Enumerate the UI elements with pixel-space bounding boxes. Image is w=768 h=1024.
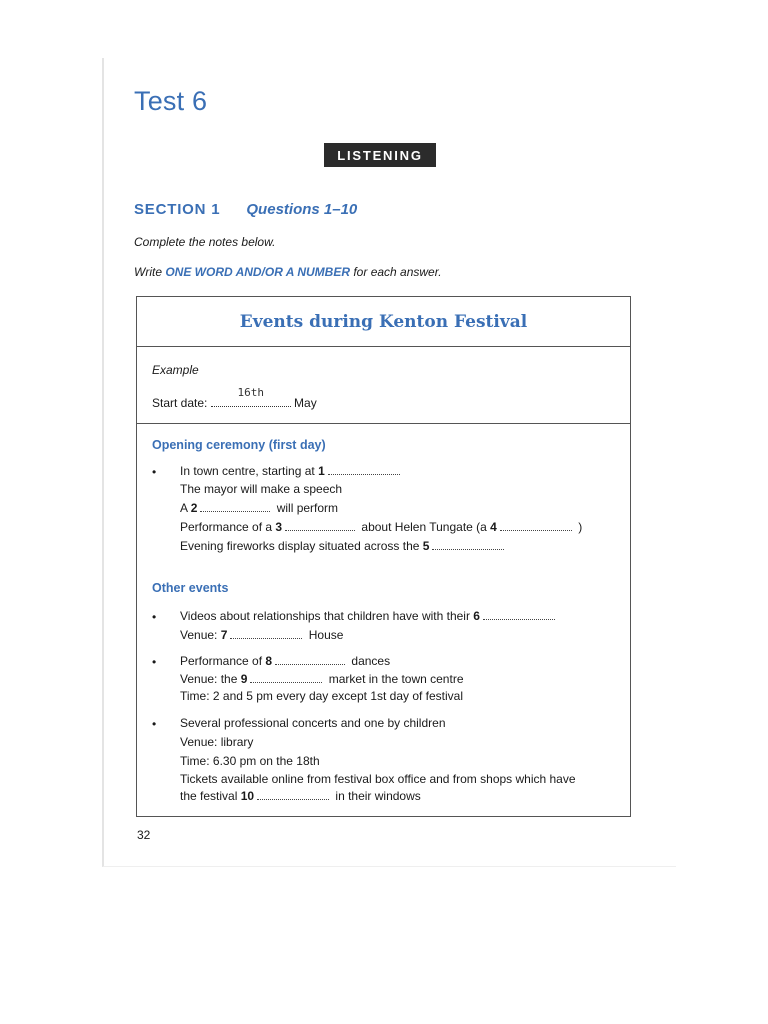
- note-line-dance-time: Time: 2 and 5 pm every day except 1st day of festival: [180, 689, 464, 703]
- question-number: 3: [275, 520, 283, 534]
- notes-table: [136, 296, 631, 817]
- question-number: 6: [473, 609, 480, 623]
- answer-blank-5[interactable]: [432, 539, 504, 550]
- instruction-highlight: ONE WORD AND/OR A NUMBER: [165, 265, 351, 279]
- section-number: SECTION 1: [134, 201, 221, 218]
- note-line-concerts: Several professional concerts and one by children: [180, 716, 446, 730]
- section-questions: Questions 1–10: [246, 201, 358, 218]
- bullet-concerts: •: [152, 717, 157, 731]
- note-line-q5: [180, 539, 507, 553]
- note-line-q6: [180, 609, 558, 623]
- note-line-q7: [180, 628, 343, 642]
- note-line-q8: [180, 654, 390, 668]
- question-number: 4: [490, 520, 497, 534]
- question-number: 2: [190, 501, 198, 515]
- note-text: In town centre, starting at: [180, 464, 319, 478]
- page-number: 32: [137, 828, 151, 842]
- note-text: House: [305, 628, 344, 642]
- example-section: [137, 347, 630, 424]
- start-date-month: May: [290, 396, 317, 410]
- opening-ceremony-heading: Opening ceremony (first day): [152, 438, 326, 452]
- note-text: Performance of: [180, 654, 266, 668]
- answer-blank-4[interactable]: [500, 520, 572, 531]
- instruction-word-limit: [134, 265, 442, 279]
- answer-blank-9[interactable]: [250, 672, 322, 683]
- note-text: Venue: the: [180, 672, 241, 686]
- question-number: 8: [265, 654, 273, 668]
- answer-blank-7[interactable]: [230, 628, 302, 639]
- question-number: 1: [318, 464, 325, 478]
- note-text: Videos about relationships that children have with their: [180, 609, 474, 623]
- answer-blank-2[interactable]: [200, 501, 270, 512]
- note-line-tickets: Tickets available online from festival box office and from shops which have: [180, 772, 576, 786]
- note-line-q10: [180, 789, 421, 803]
- bullet-videos: •: [152, 610, 157, 624]
- note-line-speech: The mayor will make a speech: [180, 482, 343, 496]
- note-line-q2: [180, 501, 338, 515]
- note-text: in their windows: [332, 789, 421, 803]
- section-heading: [134, 201, 357, 219]
- note-text: market in the town centre: [325, 672, 464, 686]
- test-title: Test 6: [134, 86, 208, 116]
- note-text: will perform: [273, 501, 339, 515]
- note-line-concert-venue: Venue: library: [180, 735, 254, 749]
- note-text: A: [180, 501, 191, 515]
- note-text: Evening fireworks display situated across the: [180, 539, 423, 553]
- note-text: ): [574, 520, 583, 534]
- note-text: about Helen Tungate (a: [358, 520, 491, 534]
- answer-blank-1[interactable]: [328, 464, 400, 475]
- note-line-q9: [180, 672, 464, 686]
- question-number: 9: [240, 672, 248, 686]
- answer-blank-10[interactable]: [257, 789, 329, 800]
- instruction-complete-notes: Complete the notes below.: [134, 235, 276, 249]
- note-line-q3-q4: [180, 520, 582, 534]
- question-number: 7: [220, 628, 228, 642]
- bullet-dances: •: [152, 655, 157, 669]
- listening-badge: LISTENING: [324, 143, 436, 167]
- example-line: [152, 386, 317, 410]
- note-line-concert-time: Time: 6.30 pm on the 18th: [180, 754, 320, 768]
- note-line-q1: [180, 464, 403, 478]
- note-text: the festival: [180, 789, 241, 803]
- example-label: Example: [152, 363, 199, 377]
- other-events-heading: Other events: [152, 581, 229, 595]
- question-number: 5: [422, 539, 430, 553]
- example-answer-blank: [211, 386, 291, 407]
- example-answer: 16th: [237, 386, 264, 399]
- instruction-text: for each answer.: [350, 265, 442, 279]
- note-text: Venue:: [180, 628, 221, 642]
- start-date-label: Start date:: [152, 396, 211, 410]
- question-number: 10: [240, 789, 255, 803]
- instruction-text: Write: [134, 265, 166, 279]
- notes-title: Events during Kenton Festival: [239, 311, 528, 332]
- bullet-opening: •: [152, 465, 157, 479]
- answer-blank-8[interactable]: [275, 654, 345, 665]
- note-text: dances: [348, 654, 391, 668]
- notes-header: [137, 297, 630, 347]
- answer-blank-6[interactable]: [483, 609, 555, 620]
- note-text: Performance of a: [180, 520, 276, 534]
- answer-blank-3[interactable]: [285, 520, 355, 531]
